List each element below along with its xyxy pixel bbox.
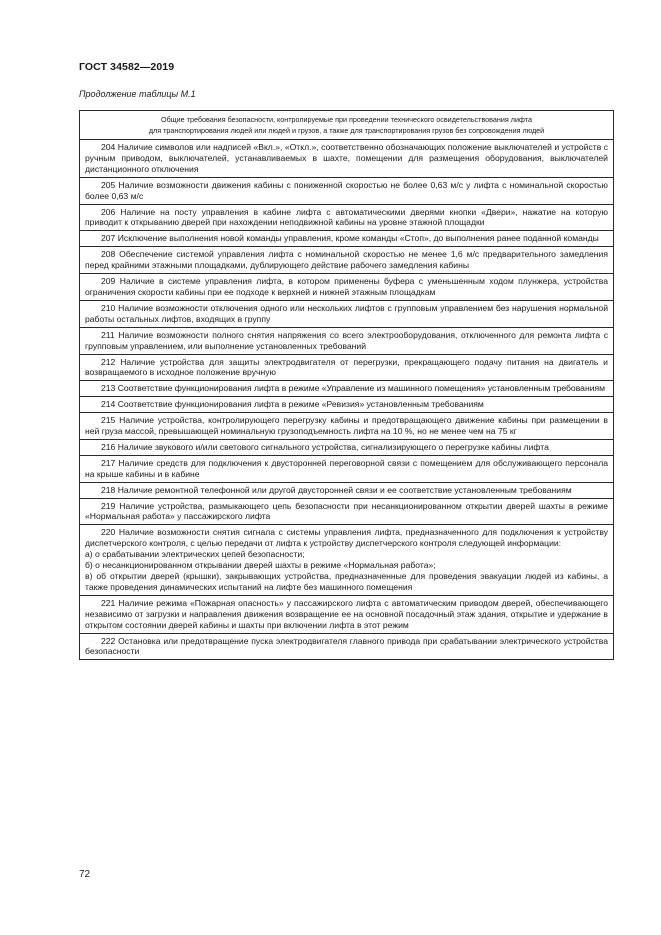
requirement-cell: 210 Наличие возможности отключения одного или нескольких лифтов с групповым управлением без нарушения нормальной работы остальных лифтов, входящих в группу [80, 300, 614, 327]
requirement-text: 220 Наличие возможности снятия сигнала с системы управления лифта, предназначенного для подключения к устройству диспетчерского контроля, с целью передачи от лифта к устройству диспетчерского контроля следующей информации: [85, 527, 608, 549]
table-row [80, 327, 614, 354]
requirement-cell: 205 Наличие возможности движения кабины с пониженной скоростью не более 0,63 м/с у лифта с номинальной скоростью более 0,63 м/с [80, 177, 614, 204]
table-row [80, 300, 614, 327]
requirement-cell: 214 Соответствие функционирования лифта в режиме «Ревизия» установленным требованиям [80, 397, 614, 413]
requirement-subitem: в) об открытии дверей (крышки), закрывающих устройства, предназначенные для проведения эвакуации людей из кабины, а также проведения динамических испытаний на лифте без машинного помещения [85, 571, 608, 592]
page-number: 72 [79, 869, 91, 880]
table-row [80, 204, 614, 231]
table-row [80, 525, 614, 595]
table-row [80, 397, 614, 413]
table-row [80, 247, 614, 274]
requirement-cell: 211 Наличие возможности полного снятия напряжения со всего электрооборудования, отключенного для ремонта лифта с групповым управлением, или выполнение установленных требований [80, 327, 614, 354]
table-row [80, 381, 614, 397]
requirement-subitem: а) о срабатывании электрических цепей безопасности; [85, 549, 305, 560]
table-row [80, 274, 614, 301]
table-header-line: для транспортирования людей или людей и грузов, а также для транспортирования грузов без сопровождения людей [148, 125, 545, 135]
requirement-cell [80, 525, 614, 595]
table-header-line: Общие требования безопасности, контролируемые при проведении технического освидетельствования лифта [161, 115, 532, 124]
table-row [80, 498, 614, 525]
requirement-cell: 212 Наличие устройства для защиты электродвигателя от перегрузки, прекращающего подачу питания на двигатель и возвращаемого в исходное положение вручную [80, 354, 614, 381]
requirement-cell: 215 Наличие устройства, контролирующего перегрузку кабины и предотвращающего движение кабины при размещении в ней груза массой, превышающей номинальную грузоподъемность лифта на 10 %, но не менее чем на 75 кг [80, 413, 614, 440]
table-row [80, 231, 614, 247]
table-continuation-caption: Продолжение таблицы М.1 [79, 89, 196, 99]
table-row [80, 595, 614, 633]
table-row [80, 482, 614, 498]
table-header-row [80, 111, 614, 140]
table-row [80, 177, 614, 204]
requirement-cell: 208 Обеспечение системой управления лифта с номинальной скоростью не менее 1,6 м/с предварительного замедления перед крайними этажными площадками, дублирующего действие рабочего замедления кабины [80, 247, 614, 274]
requirement-subitem: б) о несанкционированном открывании дверей шахты в режиме «Нормальная работа»; [85, 560, 436, 571]
table-row [80, 354, 614, 381]
requirement-cell: 204 Наличие символов или надписей «Вкл.», «Откл.», соответственно обозначающих положение выключателей и устройств с ручным приводом, выключателей, устанавливаемых в шахте, помещении для размещения оборудования, выключателей дистанционного отключения [80, 140, 614, 178]
requirements-table [79, 110, 614, 660]
document-code: ГОСТ 34582—2019 [79, 61, 175, 73]
table-row [80, 455, 614, 482]
table-row [80, 413, 614, 440]
requirement-cell: 222 Остановка или предотвращение пуска электродвигателя главного привода при срабатывании электрического устройства безопасности [80, 633, 614, 660]
table-header-cell [80, 111, 614, 140]
table-row [80, 439, 614, 455]
requirement-cell: 213 Соответствие функционирования лифта в режиме «Управление из машинного помещения» установленным требованиям [80, 381, 614, 397]
requirement-cell: 209 Наличие в системе управления лифта, в котором применены буфера с уменьшенным ходом плунжера, устройства ограничения скорости кабины при ее подходе к верхней и нижней этажным площадкам [80, 274, 614, 301]
requirement-cell: 218 Наличие ремонтной телефонной или другой двусторонней связи и ее соответствие установленным требованиям [80, 482, 614, 498]
table-row [80, 140, 614, 178]
requirement-cell: 207 Исключение выполнения новой команды управления, кроме команды «Стоп», до выполнения ранее поданной команды [80, 231, 614, 247]
table-row [80, 633, 614, 660]
requirement-cell: 221 Наличие режима «Пожарная опасность» у пассажирского лифта с автоматическим приводом дверей, обеспечивающего независимо от загрузки и направления движения возвращение ее на основной посадочный этаж здания, открытие и удержание в открытом состоянии дверей кабины и шахты при включении лифта в этот режим [80, 595, 614, 633]
requirement-cell: 206 Наличие на посту управления в кабине лифта с автоматическими дверями кнопки «Двери», нажатие на которую приводит к открыванию дверей при нахождении неподвижной кабины на уровне этажной площадки [80, 204, 614, 231]
requirement-cell: 219 Наличие устройства, размыкающего цепь безопасности при несанкционированном открытии дверей шахты в режиме «Нормальная работа» у пассажирского лифта [80, 498, 614, 525]
requirement-cell: 217 Наличие средств для подключения к двусторонней переговорной связи с помещением для обслуживающего персонала на крыше кабины и в кабине [80, 455, 614, 482]
requirement-cell: 216 Наличие звукового и/или светового сигнального устройства, сигнализирующего о перегрузке кабины лифта [80, 439, 614, 455]
